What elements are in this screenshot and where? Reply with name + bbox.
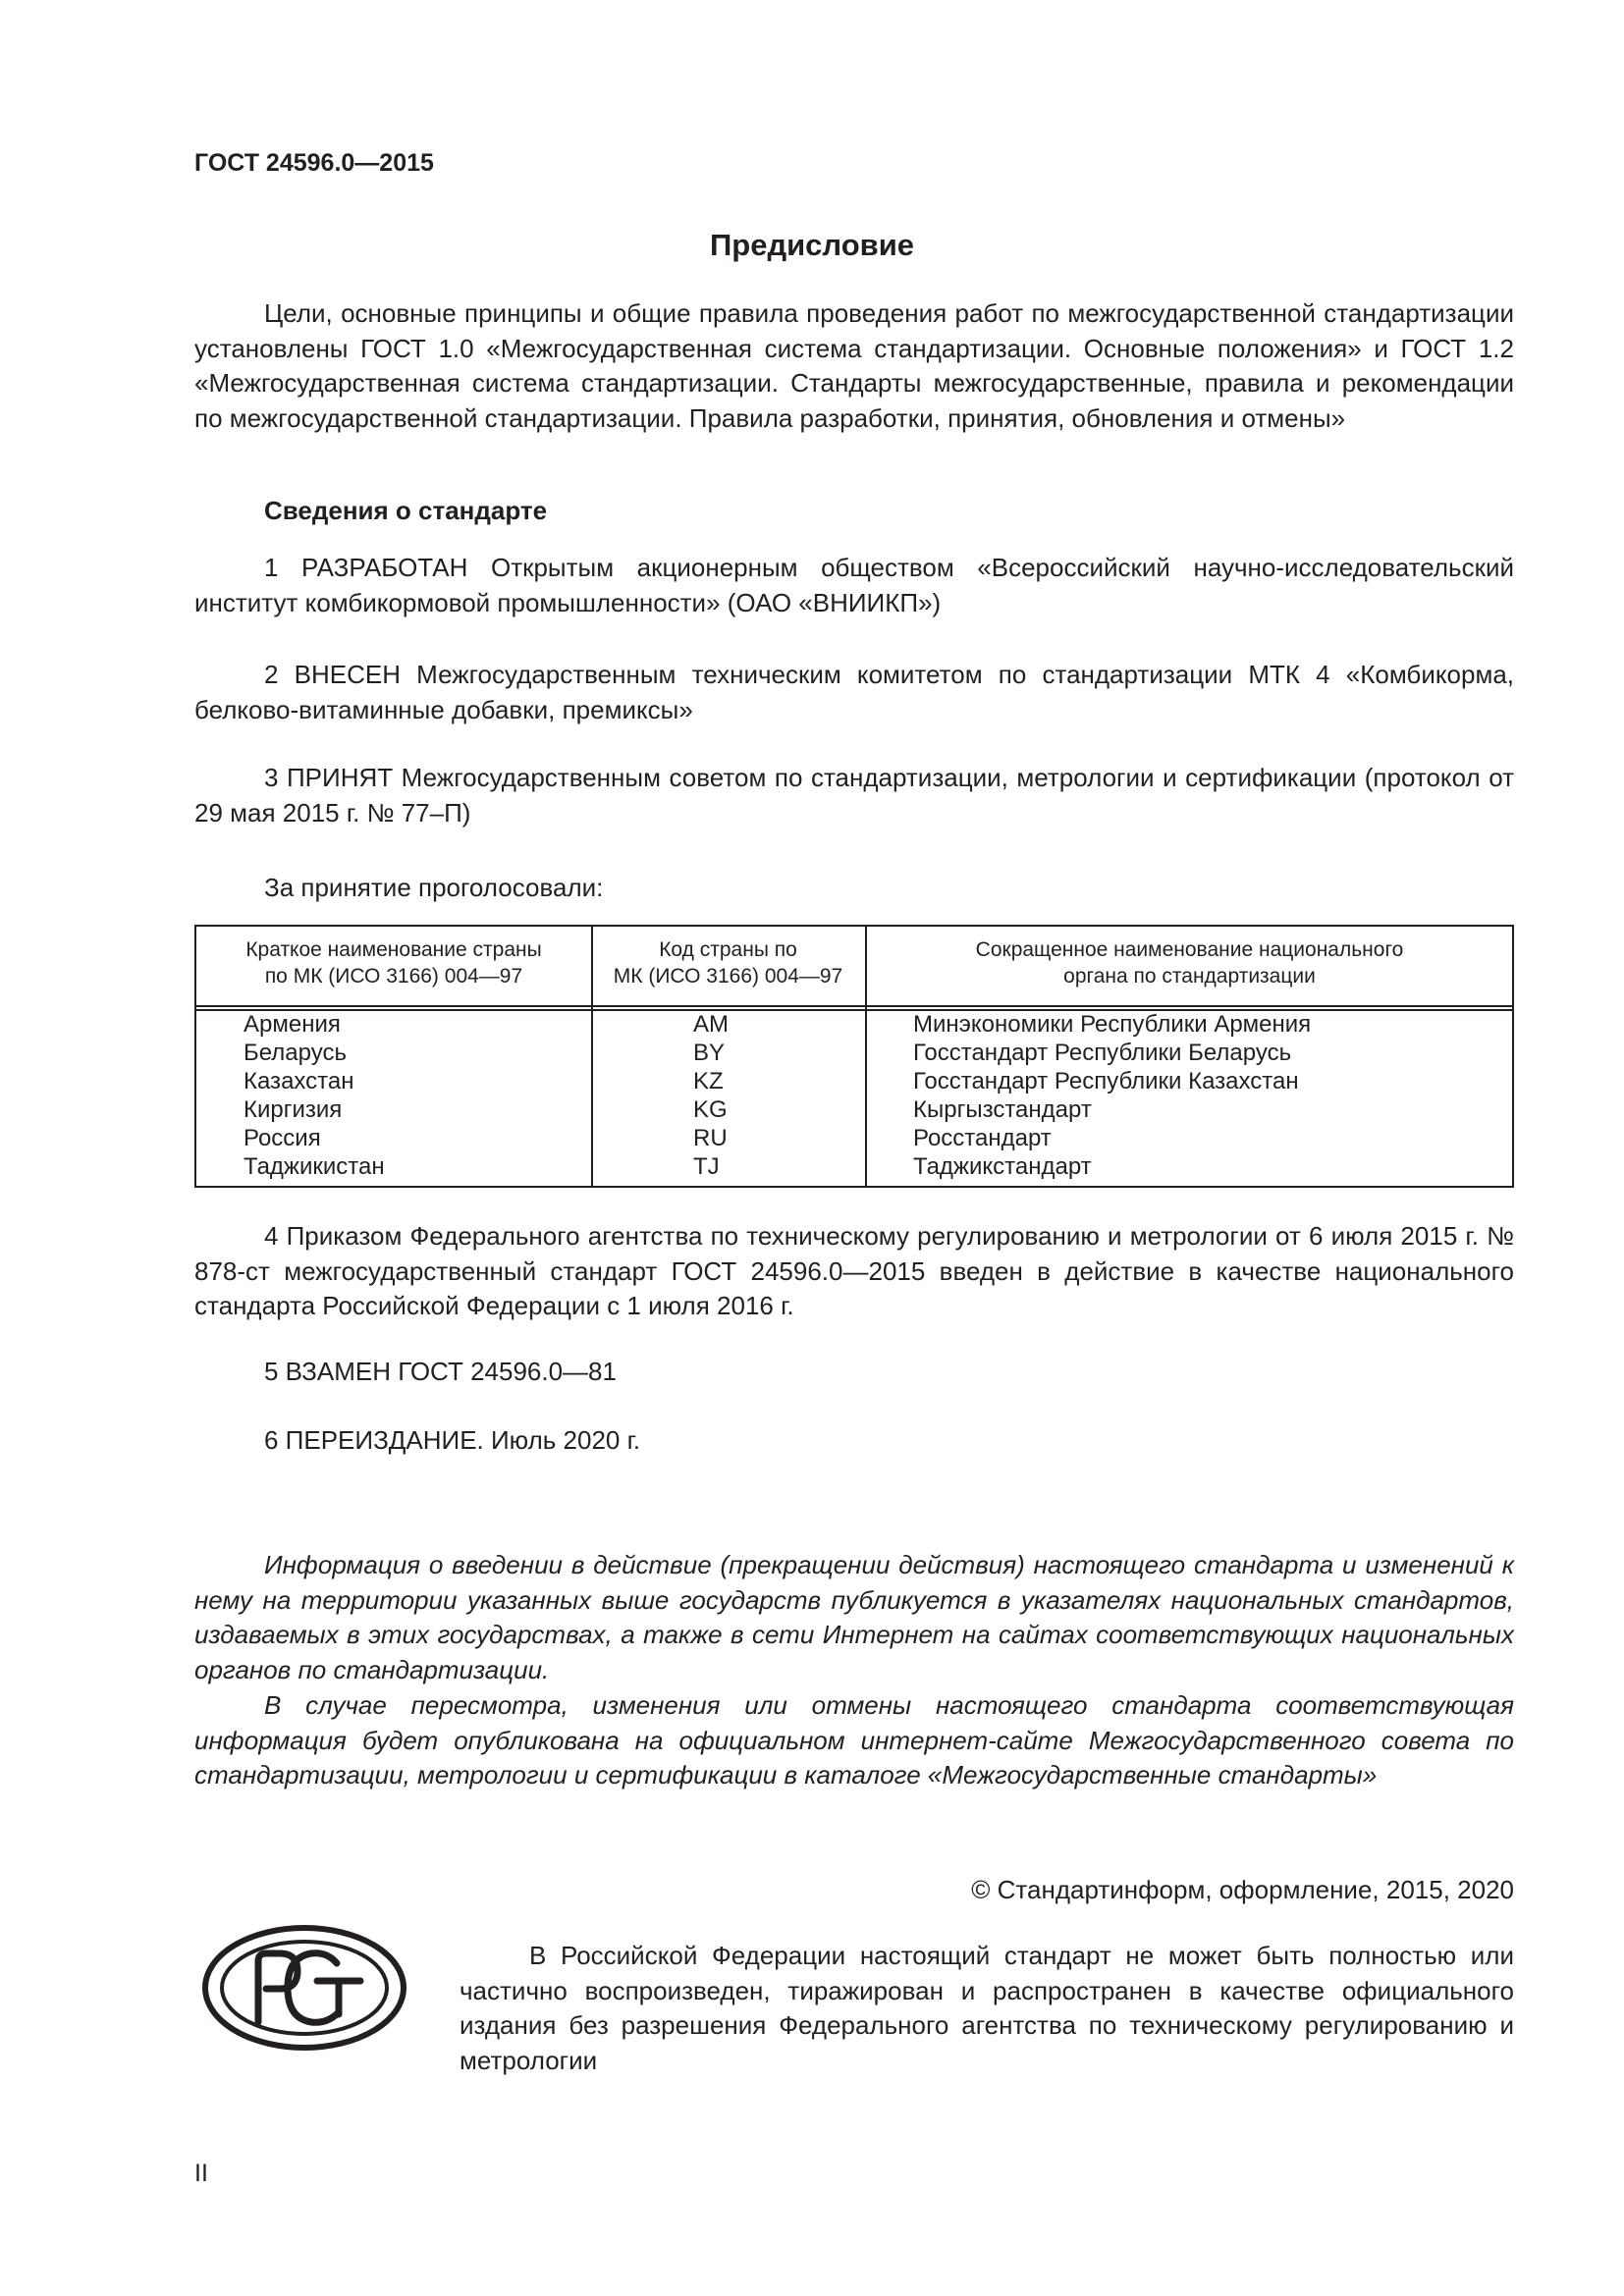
item-introduced xyxy=(194,658,1514,727)
header-code-line1: Код страны по xyxy=(659,938,797,961)
legal-notice xyxy=(460,1939,1514,2078)
table-cell-code: KZ xyxy=(693,1068,724,1095)
item-enacted-text: 4 Приказом Федерального агентства по техническому регулированию и метрологии от 6 июля 2015 г. № 878-ст межгосударственный стандарт ГОСТ 24596.0—2015 введен в действие в качестве национального стандарта Российской Федерации с 1 июля 2016 г. xyxy=(194,1221,1514,1320)
table-header-body xyxy=(865,936,1514,989)
header-country-line1: Краткое наименование страны xyxy=(245,938,542,961)
table-cell-body: Росстандарт xyxy=(913,1125,1052,1151)
item-reissue xyxy=(194,1423,1514,1459)
table-cell-code: AM xyxy=(693,1011,729,1038)
page-title: Предисловие xyxy=(709,228,914,262)
intro-text: Цели, основные принципы и общие правила проведения работ по межгосударственной стандартизации установлены ГОСТ 1.0 «Межгосударственная система стандартизации. Основные положения» и ГОСТ 1.2 «Межгосударственная система стандартизации. Стандарты межгосударственные, правила и рекомендации по межгосударственной стандартизации. Правила разработки, принятия, обновления и отмены» xyxy=(194,298,1514,433)
table-cell-body: Таджикстандарт xyxy=(913,1153,1092,1180)
header-body-line1: Сокращенное наименование национального xyxy=(975,938,1404,961)
table-header-country xyxy=(196,936,591,989)
table-cell-code: KG xyxy=(693,1096,728,1123)
info-note-2 xyxy=(194,1688,1514,1793)
header-code-line2: МК (ИСО 3166) 004—97 xyxy=(613,965,843,988)
vote-table xyxy=(194,925,1514,1188)
table-cell-country: Россия xyxy=(244,1125,321,1151)
item-introduced-text: 2 ВНЕСЕН Межгосударственным техническим комитетом по стандартизации МТК 4 «Комбикорма, белково-витаминные добавки, премиксы» xyxy=(194,660,1514,724)
table-cell-code: RU xyxy=(693,1125,728,1151)
table-cell-body: Кыргызстандарт xyxy=(913,1096,1092,1123)
table-cell-body: Минэкономики Республики Армения xyxy=(913,1011,1312,1038)
rst-certification-mark-icon xyxy=(201,1924,407,2052)
page-number: II xyxy=(194,2160,208,2187)
table-cell-body: Госстандарт Республики Казахстан xyxy=(913,1068,1299,1095)
item-enacted xyxy=(194,1219,1514,1324)
header-country-line2: по МК (ИСО 3166) 004—97 xyxy=(264,965,523,988)
code-column xyxy=(693,1010,729,1181)
table-cell-code: TJ xyxy=(693,1153,720,1180)
table-cell-country: Таджикистан xyxy=(244,1153,385,1180)
legal-notice-text: В Российской Федерации настоящий стандарт не может быть полностью или частично воспроизведен, тиражирован и распространен в качестве официального издания без разрешения Федерального агентства по техническому регулированию и метрологии xyxy=(460,1941,1514,2075)
table-cell-code: BY xyxy=(693,1040,726,1066)
table-header-divider xyxy=(196,1005,1512,1011)
item-adopted-text: 3 ПРИНЯТ Межгосударственным советом по стандартизации, метрологии и сертификации (протокол от 29 мая 2015 г. № 77–П) xyxy=(194,763,1514,828)
body-column xyxy=(913,1010,1311,1181)
item-replaces xyxy=(194,1355,1514,1390)
info-note-2-text: В случае пересмотра, изменения или отмены настоящего стандарта соответствующая информация будет опубликована на официальном интернет-сайте Межгосударственного совета по стандартизации, метрологии и сертификации в каталоге «Межгосударственные стандарты» xyxy=(194,1690,1514,1789)
document-code: ГОСТ 24596.0—2015 xyxy=(194,149,434,177)
item-developed-text: 1 РАЗРАБОТАН Открытым акционерным обществом «Всероссийский научно-исследовательский институт комбикормовой промышленности» (ОАО «ВНИИКП») xyxy=(194,553,1514,617)
votes-intro: За принятие проголосовали: xyxy=(264,873,604,902)
header-body-line2: органа по стандартизации xyxy=(1063,965,1316,988)
info-note-1-text: Информация о введении в действие (прекращении действия) настоящего стандарта и изменений к нему на территории указанных выше государств публикуется в указателях национальных стандартов, издаваемых в этих государствах, а также в сети Интернет на сайтах соответствующих национальных органов по стандартизации. xyxy=(194,1550,1514,1684)
item-adopted xyxy=(194,761,1514,830)
country-column xyxy=(244,1010,385,1181)
table-cell-country: Казахстан xyxy=(244,1068,354,1095)
table-cell-country: Киргизия xyxy=(244,1096,343,1123)
table-cell-body: Госстандарт Республики Беларусь xyxy=(913,1040,1292,1066)
intro-paragraph xyxy=(194,296,1514,436)
section-heading: Сведения о стандарте xyxy=(264,496,548,525)
copyright-line: © Стандартинформ, оформление, 2015, 2020 xyxy=(971,1875,1514,1904)
item-developed xyxy=(194,551,1514,620)
table-header-code xyxy=(591,936,865,989)
table-cell-country: Армения xyxy=(244,1011,341,1038)
info-note-1 xyxy=(194,1548,1514,1687)
item-reissue-text: 6 ПЕРЕИЗДАНИЕ. Июль 2020 г. xyxy=(264,1425,641,1455)
item-replaces-text: 5 ВЗАМЕН ГОСТ 24596.0—81 xyxy=(264,1357,617,1386)
table-cell-country: Беларусь xyxy=(244,1040,347,1066)
